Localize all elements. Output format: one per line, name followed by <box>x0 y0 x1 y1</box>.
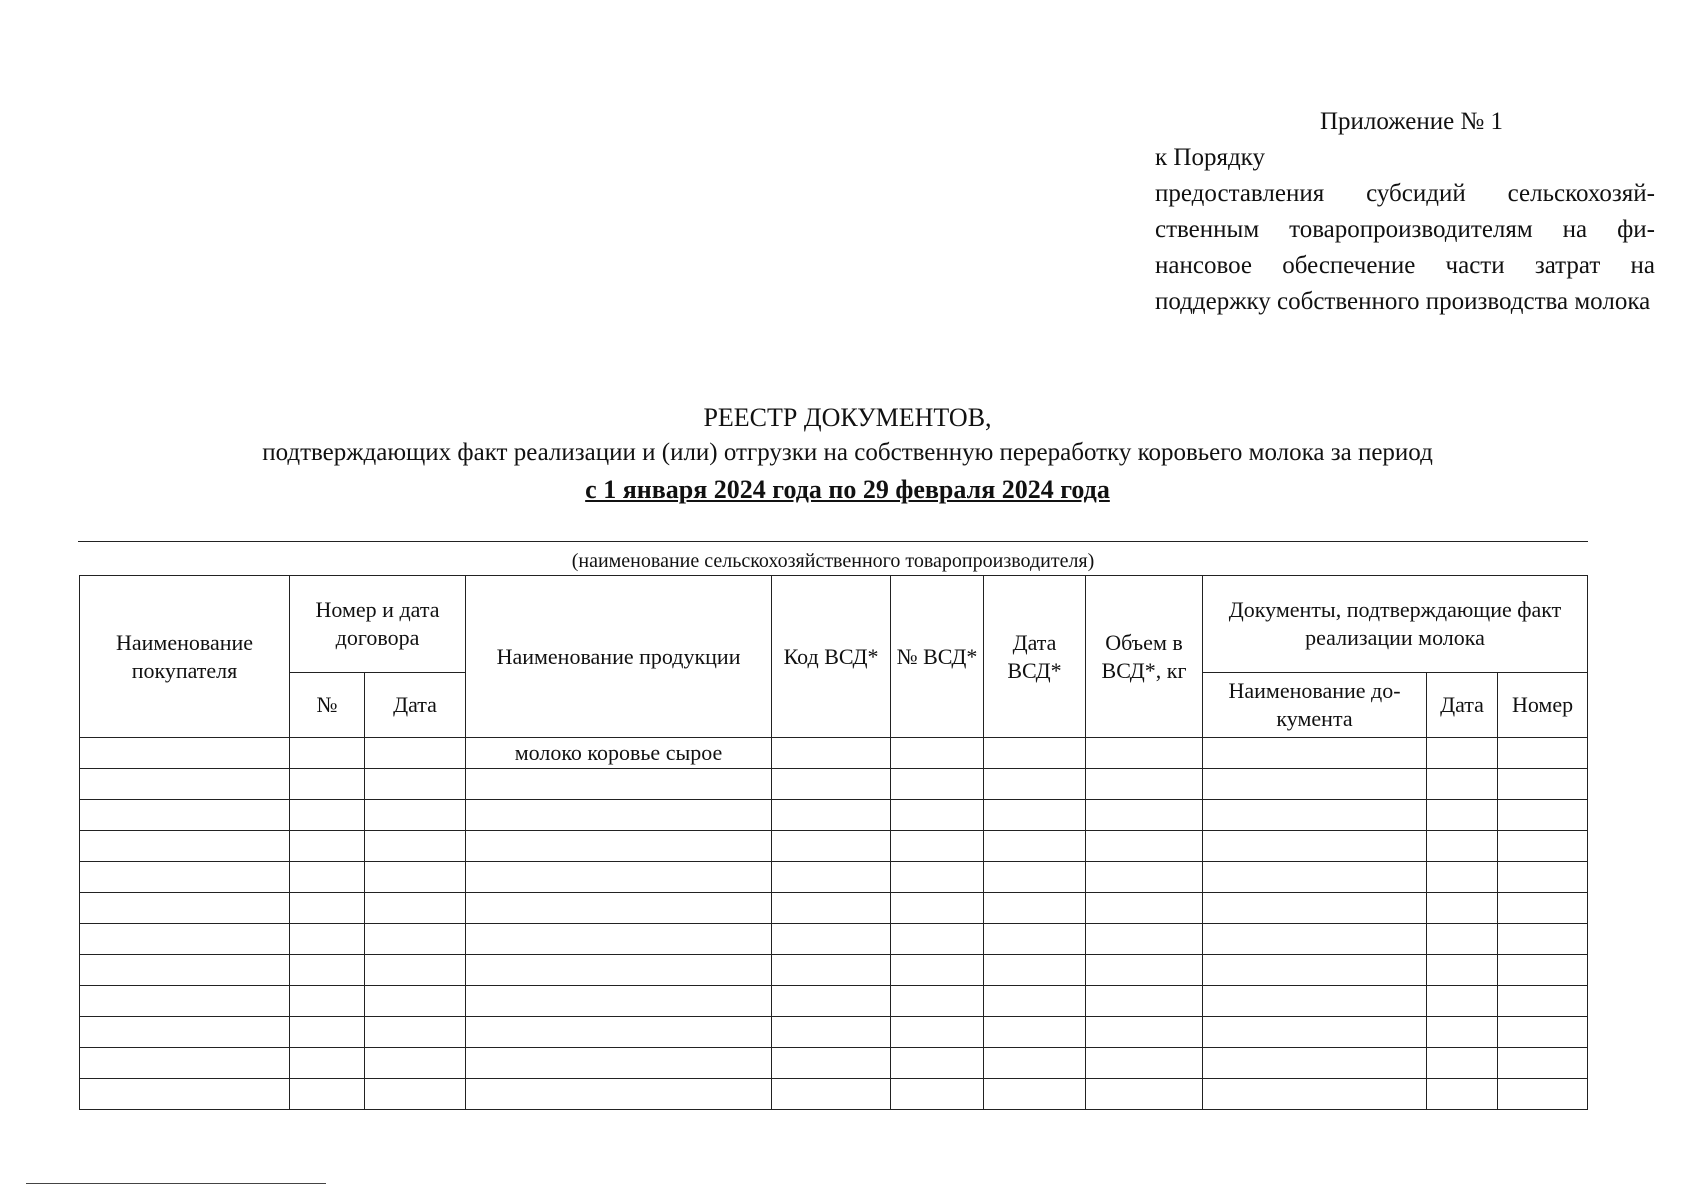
cell-contract-number <box>290 1017 365 1048</box>
cell-vsd-code <box>772 1079 891 1110</box>
cell-buyer <box>80 862 290 893</box>
cell-contract-number <box>290 831 365 862</box>
cell-doc-date <box>1427 1017 1498 1048</box>
cell-vsd-number <box>891 831 984 862</box>
cell-doc-name <box>1203 862 1427 893</box>
cell-doc-number <box>1498 800 1588 831</box>
header-vsd-date: Дата ВСД* <box>984 576 1086 738</box>
cell-vsd-date <box>984 986 1086 1017</box>
cell-volume <box>1086 862 1203 893</box>
header-docs: Документы, подтверждающие факт реализации молока <box>1203 576 1588 673</box>
cell-contract-date <box>365 1017 466 1048</box>
cell-vsd-date <box>984 862 1086 893</box>
cell-contract-number <box>290 800 365 831</box>
cell-contract-date <box>365 831 466 862</box>
cell-vsd-date <box>984 955 1086 986</box>
cell-volume <box>1086 893 1203 924</box>
cell-vsd-number <box>891 862 984 893</box>
cell-vsd-code <box>772 831 891 862</box>
cell-doc-name <box>1203 1079 1427 1110</box>
cell-volume <box>1086 955 1203 986</box>
header-doc-number: Номер <box>1498 673 1588 738</box>
cell-vsd-date <box>984 769 1086 800</box>
cell-contract-number <box>290 893 365 924</box>
cell-contract-number <box>290 986 365 1017</box>
cell-doc-date <box>1427 862 1498 893</box>
cell-doc-date <box>1427 769 1498 800</box>
cell-volume <box>1086 800 1203 831</box>
cell-buyer <box>80 924 290 955</box>
cell-vsd-number <box>891 893 984 924</box>
cell-volume <box>1086 769 1203 800</box>
table-row <box>80 769 1588 800</box>
cell-product <box>466 893 772 924</box>
header-doc-date: Дата <box>1427 673 1498 738</box>
table-row <box>80 1017 1588 1048</box>
header-contract-date: Дата <box>365 673 466 738</box>
cell-vsd-number <box>891 769 984 800</box>
cell-vsd-number <box>891 1017 984 1048</box>
cell-buyer <box>80 831 290 862</box>
cell-vsd-number <box>891 986 984 1017</box>
header-vsd-number: № ВСД* <box>891 576 984 738</box>
header-contract-number: № <box>290 673 365 738</box>
cell-vsd-date <box>984 1017 1086 1048</box>
cell-doc-date <box>1427 986 1498 1017</box>
cell-buyer <box>80 986 290 1017</box>
title-line-1: РЕЕСТР ДОКУМЕНТОВ, <box>703 403 992 432</box>
cell-vsd-code <box>772 1017 891 1048</box>
cell-vsd-number <box>891 1079 984 1110</box>
table-row <box>80 800 1588 831</box>
header-vsd-code: Код ВСД* <box>772 576 891 738</box>
cell-doc-number <box>1498 831 1588 862</box>
cell-vsd-number <box>891 955 984 986</box>
cell-product <box>466 1079 772 1110</box>
cell-doc-number <box>1498 1017 1588 1048</box>
cell-buyer <box>80 769 290 800</box>
cell-vsd-code <box>772 924 891 955</box>
cell-vsd-number <box>891 924 984 955</box>
cell-buyer <box>80 893 290 924</box>
cell-product <box>466 831 772 862</box>
cell-contract-number <box>290 924 365 955</box>
cell-contract-date <box>365 893 466 924</box>
cell-doc-number <box>1498 924 1588 955</box>
cell-doc-name <box>1203 831 1427 862</box>
cell-buyer <box>80 1017 290 1048</box>
title-period: с 1 января 2024 года по 29 февраля 2024 года <box>585 475 1110 504</box>
cell-volume <box>1086 1079 1203 1110</box>
cell-contract-number <box>290 1079 365 1110</box>
cell-contract-date <box>365 955 466 986</box>
cell-doc-name <box>1203 893 1427 924</box>
cell-doc-number <box>1498 893 1588 924</box>
table-row <box>80 1048 1588 1079</box>
cell-vsd-code <box>772 1048 891 1079</box>
cell-volume <box>1086 1048 1203 1079</box>
appendix-text: предоставления субсидий сельскохозяй-ственным товаропроизводителям на фи-нансовое обеспечение части затрат на поддержку собственного производства молока <box>1155 180 1655 315</box>
cell-vsd-code <box>772 800 891 831</box>
cell-product <box>466 800 772 831</box>
footnote-rule <box>26 1183 326 1184</box>
header-volume: Объем в ВСД*, кг <box>1086 576 1203 738</box>
cell-contract-number <box>290 955 365 986</box>
cell-product <box>466 986 772 1017</box>
cell-volume <box>1086 924 1203 955</box>
header-buyer: Наименование покупателя <box>80 576 290 738</box>
cell-vsd-date <box>984 800 1086 831</box>
cell-doc-number <box>1498 986 1588 1017</box>
cell-doc-number <box>1498 1048 1588 1079</box>
cell-vsd-code <box>772 738 891 769</box>
cell-doc-number <box>1498 955 1588 986</box>
producer-caption: (наименование сельскохозяйственного товаропроизводителя) <box>571 550 1095 572</box>
cell-doc-number <box>1498 769 1588 800</box>
title-line-2: подтверждающих факт реализации и (или) отгрузки на собственную переработку коровьего молока за период <box>262 439 1433 466</box>
cell-doc-number <box>1498 738 1588 769</box>
cell-doc-name <box>1203 738 1427 769</box>
cell-doc-number <box>1498 1079 1588 1110</box>
cell-doc-date <box>1427 1048 1498 1079</box>
cell-doc-name <box>1203 800 1427 831</box>
cell-doc-date <box>1427 893 1498 924</box>
cell-vsd-number <box>891 1048 984 1079</box>
cell-buyer <box>80 800 290 831</box>
cell-vsd-date <box>984 893 1086 924</box>
cell-contract-number <box>290 738 365 769</box>
header-product: Наименование продукции <box>466 576 772 738</box>
cell-contract-date <box>365 986 466 1017</box>
cell-doc-number <box>1498 862 1588 893</box>
cell-vsd-number <box>891 800 984 831</box>
cell-product <box>466 862 772 893</box>
cell-contract-date <box>365 1048 466 1079</box>
cell-doc-date <box>1427 955 1498 986</box>
cell-product <box>466 1017 772 1048</box>
table-row <box>80 738 1588 769</box>
cell-doc-name <box>1203 955 1427 986</box>
cell-volume <box>1086 986 1203 1017</box>
cell-vsd-code <box>772 893 891 924</box>
table-row <box>80 986 1588 1017</box>
cell-contract-number <box>290 862 365 893</box>
cell-vsd-code <box>772 986 891 1017</box>
producer-name-line <box>78 541 1588 542</box>
cell-contract-date <box>365 862 466 893</box>
cell-doc-date <box>1427 738 1498 769</box>
cell-contract-date <box>365 1079 466 1110</box>
table-row <box>80 831 1588 862</box>
cell-doc-date <box>1427 800 1498 831</box>
registry-table-body <box>80 738 1588 1110</box>
cell-buyer <box>80 1079 290 1110</box>
cell-buyer <box>80 955 290 986</box>
cell-doc-name <box>1203 924 1427 955</box>
cell-doc-date <box>1427 831 1498 862</box>
document-title <box>0 400 1695 510</box>
cell-buyer <box>80 738 290 769</box>
cell-vsd-number <box>891 738 984 769</box>
header-doc-name: Наименование до-кумента <box>1203 673 1427 738</box>
cell-contract-date <box>365 924 466 955</box>
cell-volume <box>1086 831 1203 862</box>
registry-table <box>79 575 1588 1110</box>
cell-vsd-date <box>984 924 1086 955</box>
cell-contract-number <box>290 769 365 800</box>
cell-doc-name <box>1203 1048 1427 1079</box>
cell-doc-name <box>1203 769 1427 800</box>
cell-doc-date <box>1427 1079 1498 1110</box>
table-row <box>80 862 1588 893</box>
table-row <box>80 924 1588 955</box>
cell-contract-date <box>365 800 466 831</box>
table-row <box>80 893 1588 924</box>
cell-vsd-code <box>772 769 891 800</box>
appendix-block <box>1155 104 1655 320</box>
table-row <box>80 955 1588 986</box>
cell-doc-name <box>1203 1017 1427 1048</box>
cell-volume <box>1086 738 1203 769</box>
cell-product: молоко коровье сырое <box>466 738 772 769</box>
cell-vsd-date <box>984 1048 1086 1079</box>
cell-product <box>466 1048 772 1079</box>
appendix-number: Приложение № 1 <box>1320 108 1504 135</box>
cell-product <box>466 924 772 955</box>
cell-vsd-date <box>984 831 1086 862</box>
cell-doc-name <box>1203 986 1427 1017</box>
cell-vsd-date <box>984 738 1086 769</box>
cell-doc-date <box>1427 924 1498 955</box>
cell-product <box>466 955 772 986</box>
cell-vsd-code <box>772 955 891 986</box>
cell-volume <box>1086 1017 1203 1048</box>
cell-buyer <box>80 1048 290 1079</box>
cell-product <box>466 769 772 800</box>
cell-contract-date <box>365 769 466 800</box>
table-row <box>80 1079 1588 1110</box>
cell-vsd-date <box>984 1079 1086 1110</box>
cell-contract-date <box>365 738 466 769</box>
cell-contract-number <box>290 1048 365 1079</box>
header-contract: Номер и дата договора <box>290 576 466 673</box>
cell-vsd-code <box>772 862 891 893</box>
appendix-to-order: к Порядку <box>1155 144 1265 171</box>
